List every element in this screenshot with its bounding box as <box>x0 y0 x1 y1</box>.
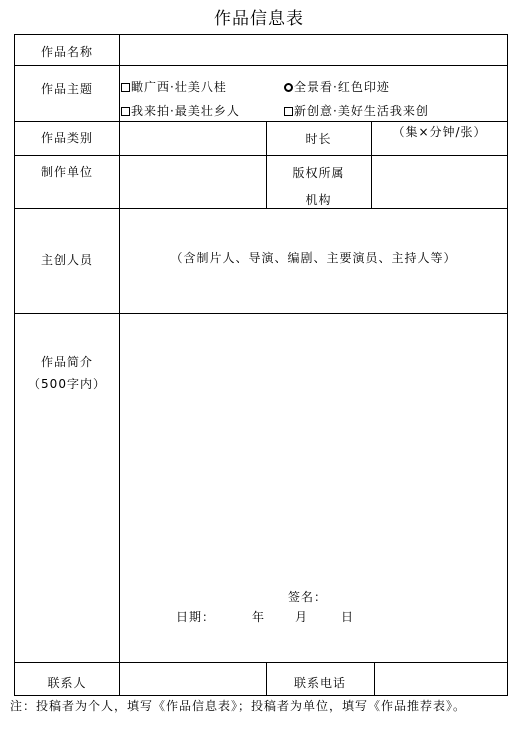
work-name-label: 作品名称 <box>40 45 93 59</box>
category-label: 作品类别 <box>40 131 93 145</box>
checkbox-icon[interactable] <box>284 107 293 116</box>
intro-label-line1: 作品简介 <box>40 355 93 369</box>
info-table <box>14 34 508 696</box>
producer-label: 制作单位 <box>40 165 93 179</box>
theme-option-3[interactable]: 我来拍·最美壮乡人 <box>121 102 240 119</box>
duration-label: 时长 <box>305 132 332 146</box>
signature-label: 签名： <box>288 590 328 604</box>
theme-label: 作品主题 <box>40 82 93 96</box>
work-name-field[interactable] <box>120 36 506 64</box>
theme-option-1[interactable]: 瞰广西·壮美八桂 <box>121 78 227 95</box>
page-title: 作品信息表 <box>214 9 304 29</box>
phone-field[interactable] <box>375 663 506 694</box>
contact-field[interactable] <box>120 663 265 694</box>
date-month: 月 <box>295 610 309 624</box>
copyright-label-line1: 版权所属 <box>292 166 345 180</box>
date-year: 年 <box>252 610 266 624</box>
producer-field[interactable] <box>120 156 265 207</box>
category-field[interactable] <box>120 122 265 154</box>
intro-field[interactable] <box>120 314 506 584</box>
checkbox-icon[interactable] <box>121 83 130 92</box>
theme-option-2[interactable]: 全景看·红色印迹 <box>284 78 390 95</box>
theme-option-4[interactable]: 新创意·美好生活我来创 <box>284 102 429 119</box>
intro-label-line2: （500字内） <box>28 377 106 391</box>
creators-label: 主创人员 <box>40 253 93 267</box>
copyright-label-line2: 机构 <box>305 193 332 207</box>
copyright-field[interactable] <box>372 156 506 207</box>
checkbox-icon[interactable] <box>121 107 130 116</box>
phone-label: 联系电话 <box>293 676 346 690</box>
row-divider <box>15 208 507 209</box>
selected-circle-icon[interactable] <box>284 83 293 92</box>
contact-label: 联系人 <box>47 676 87 690</box>
row-divider <box>15 65 507 66</box>
footnote: 注：投稿者为个人，填写《作品信息表》；投稿者为单位，填写《作品推荐表》。 <box>10 699 467 713</box>
date-day: 日 <box>341 610 355 624</box>
date-label: 日期： <box>176 610 216 624</box>
duration-hint: （集×分钟/张） <box>392 125 487 139</box>
creators-hint: （含制片人、导演、编剧、主要演员、主持人等） <box>170 251 457 265</box>
